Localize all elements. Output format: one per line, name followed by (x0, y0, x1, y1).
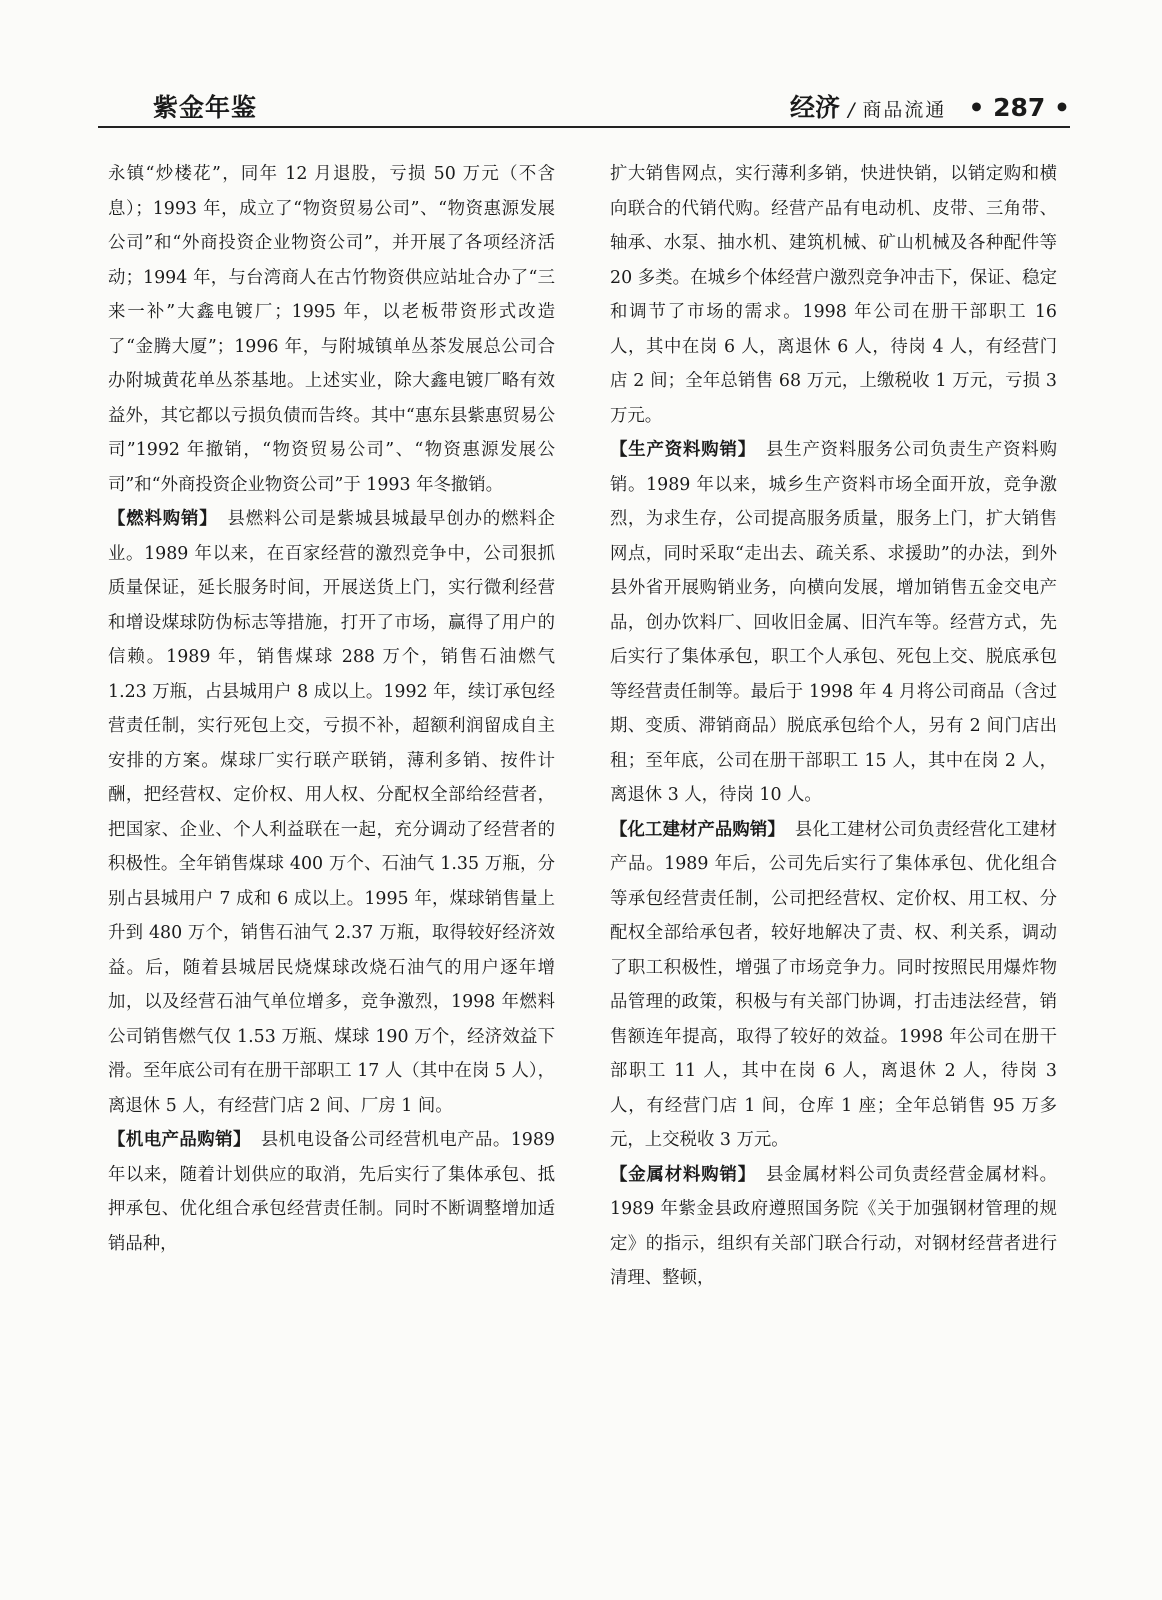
paragraph (108, 1123, 555, 1261)
page-header (98, 84, 1070, 128)
paragraph: 扩大销售网点，实行薄利多销，快进快销，以销定购和横向联合的代销代购。经营产品有电动机、皮带、三角带、轴承、水泵、抽水机、建筑机械、矿山机械及各种配件等 20 多类。在城乡个体经营户激烈竞争冲击下，保证、稳定和调节了市场的需求。1998 年公司在册干部职工 16 人，其中在岗 6 人，离退休 6 人，待岗 4 人，有经营门店 2 间；全年总销售 68 万元，上缴税收 1 万元，亏损 3 万元。 (610, 164, 1057, 426)
section-heading: 【化工建材产品购销】 (610, 819, 785, 840)
paragraph (610, 813, 1057, 1158)
paragraph-text: 县机电设备公司经营机电产品。1989 年以来，随着计划供应的取消，先后实行了集体承包、抵押承包、优化组合承包经营责任制。同时不断调整增加适销品种， (108, 1130, 555, 1254)
page-number: • 287 • (968, 93, 1070, 122)
section-heading: 【生产资料购销】 (610, 440, 756, 460)
paragraph: 永镇“炒楼花”，同年 12 月退股，亏损 50 万元（不含息）；1993 年，成立了“物资贸易公司”、“物资惠源发展公司”和“外商投资企业物资公司”，并开展了各项经济活动；1994 年，与台湾商人在古竹物资供应站址合办了“三来一补”大鑫电镀厂；1995 年，以老板带资形式改造了“金腾大厦”；1996 年，与附城镇单丛茶发展总公司合办附城黄花单丛茶基地。上述实业，除大鑫电镀厂略有效益外，其它都以亏损负债而告终。其中“惠东县紫惠贸易公司”1992 年撤销，“物资贸易公司”、“物资惠源发展公司”和“外商投资企业物资公司”于 1993 年冬撤销。 (108, 164, 555, 495)
subsection-title: 商品流通 (862, 99, 947, 121)
book-title: 紫金年鉴 (153, 93, 258, 122)
paragraph-text: 县化工建材公司负责经营化工建材产品。1989 年后，公司先后实行了集体承包、优化组合等承包经营责任制，公司把经营权、定价权、用工权、分配权全部给承包者，较好地解决了责、权、利关系，调动了职工积极性，增强了市场竞争力。同时按照民用爆炸物品管理的政策，积极与有关部门协调，打击违法经营，销售额连年提高，取得了较好的效益。1998 年公司在册干部职工 11 人，其中在岗 6 人，离退休 2 人，待岗 3 人，有经营门店 1 间，仓库 1 座；全年总销售 95 万多元，上交税收 3 万元。 (610, 819, 1057, 1150)
section-heading: 【机电产品购销】 (108, 1130, 251, 1150)
section-title: 经济 (790, 93, 841, 122)
section-heading: 【金属材料购销】 (610, 1164, 756, 1185)
paragraph-text: 县金属材料公司负责经营金属材料。1989 年紫金县政府遵照国务院《关于加强钢材管理的规定》的指示，组织有关部门联合行动，对钢材经营者进行清理、整顿， (610, 1164, 1057, 1288)
right-column (610, 157, 1057, 1296)
section-info (790, 88, 1070, 124)
section-separator: / (848, 99, 855, 121)
section-heading: 【燃料购销】 (108, 509, 218, 529)
paragraph-text: 县燃料公司是紫城县城最早创办的燃料企业。1989 年以来，在百家经营的激烈竞争中，公司狠抓质量保证，延长服务时间，开展送货上门，实行微利经营和增设煤球防伪标志等措施，打开了市场，赢得了用户的信赖。1989 年，销售煤球 288 万个，销售石油燃气 1.23 万瓶，占县城用户 8 成以上。1992 年，续订承包经营责任制，实行死包上交，亏损不补，超额利润留成自主安排的方案。煤球厂实行联产联销，薄利多销、按件计酬，把经营权、定价权、用人权、分配权全部给经营者，把国家、企业、个人利益联在一起，充分调动了经营者的积极性。全年销售煤球 400 万个、石油气 1.35 万瓶，分别占县城用户 7 成和 6 成以上。1995 年，煤球销售量上升到 480 万个，销售石油气 2.37 万瓶，取得较好经济效益。后，随着县城居民烧煤球改烧石油气的用户逐年增加，以及经营石油气单位增多，竞争激烈，1998 年燃料公司销售燃气仅 1.53 万瓶、煤球 190 万个，经济效益下滑。至年底公司有在册干部职工 17 人（其中在岗 5 人），离退休 5 人，有经营门店 2 间、厂房 1 间。 (108, 509, 555, 1116)
paragraph (108, 502, 555, 1123)
paragraph-text: 县生产资料服务公司负责生产资料购销。1989 年以来，城乡生产资料市场全面开放，竞争激烈，为求生存，公司提高服务质量，服务上门，扩大销售网点，同时采取“走出去、疏关系、求援助”的办法，到外县外省开展购销业务，向横向发展，增加销售五金交电产品，创办饮料厂、回收旧金属、旧汽车等。经营方式，先后实行了集体承包，职工个人承包、死包上交、脱底承包等经营责任制等。最后于 1998 年 4 月将公司商品（含过期、变质、滞销商品）脱底承包给个人，另有 2 间门店出租；至年底，公司在册干部职工 15 人，其中在岗 2 人，离退休 3 人，待岗 10 人。 (610, 440, 1057, 805)
paragraph (610, 433, 1057, 813)
paragraph (610, 1158, 1057, 1296)
left-column (108, 157, 555, 1261)
